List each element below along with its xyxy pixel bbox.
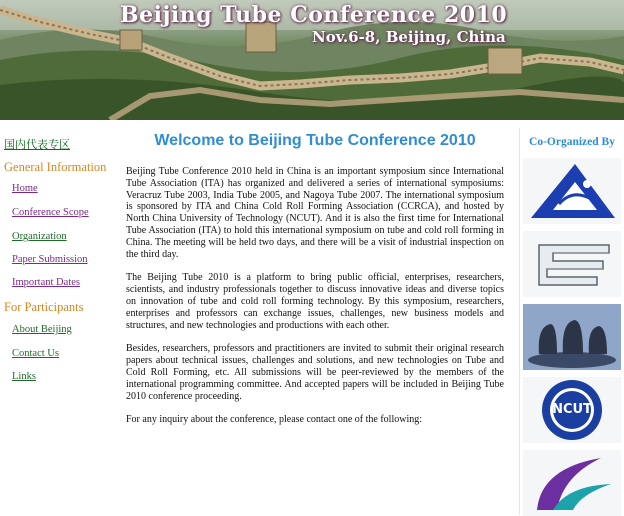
intro-paragraph-1: Beijing Tube Conference 2010 held in China is an important symposium since International Tube Association (ITA) has organized and delivered a series of international symposiums: Veracruz Tube 2003, India Tube 2005, and Nagoya Tube 2007. The international symposium is sponsored by ITA and China Cold Roll Forming Association (CCRCA), and hosted by North China University of Technology (NCUT). And it is also the first time for International Tube Association (ITA) to hold this international symposium on tube and cold roll forming in China. The meeting will be held two days, and there will be a visit of industrial inspection on the third day.: [126, 166, 504, 260]
ncut-logo[interactable]: [523, 377, 621, 443]
nav-link-conference-scope[interactable]: Conference Scope: [12, 207, 89, 218]
nav-link-organization[interactable]: Organization: [12, 231, 67, 242]
banner-title: Beijing Tube Conference 2010: [120, 2, 508, 28]
swoosh-logo-icon: [523, 450, 621, 516]
ita-logo-icon: [523, 158, 621, 224]
tube-graphic-icon: [523, 231, 621, 297]
ita-logo[interactable]: [523, 158, 621, 224]
nav-link-about-beijing[interactable]: About Beijing: [12, 324, 72, 335]
ncut-logo-text: NCUT: [552, 402, 592, 417]
nav-link-paper-submission[interactable]: Paper Submission: [12, 254, 88, 265]
ccrca-logo-icon: [523, 304, 621, 370]
ccrca-logo[interactable]: [523, 304, 621, 370]
nav-link-chinese-delegates[interactable]: 国内代表专区: [4, 138, 70, 151]
banner-date: Nov.6-8, Beijing, China: [312, 28, 506, 46]
intro-paragraph-2: The Beijing Tube 2010 is a platform to bring public official, enterprises, researchers, scientists, and industry professionals together to discuss innovative ideas and diverse topics on innovation of tube and cold roll forming technology. By this symposium, researchers, enterprises and professors can exchange issues, challenges, new business models and structures, and new technologies and productions with each other.: [126, 272, 504, 331]
co-organizers-sidebar: [519, 128, 624, 515]
nav-heading-general: General Information: [4, 160, 107, 174]
co-organized-title: Co-Organized By: [529, 136, 615, 148]
welcome-title: Welcome to Beijing Tube Conference 2010: [154, 132, 476, 149]
tube-graphic-logo[interactable]: [523, 231, 621, 297]
nav-link-contact-us[interactable]: Contact Us: [12, 348, 59, 359]
swoosh-logo[interactable]: [523, 450, 621, 516]
intro-text: [126, 166, 504, 438]
left-nav: [0, 130, 112, 515]
nav-heading-participants: For Participants: [4, 300, 84, 314]
nav-link-links[interactable]: Links: [12, 371, 36, 382]
main-content: [118, 128, 512, 515]
nav-link-home[interactable]: Home: [12, 183, 38, 194]
header-banner: [0, 0, 624, 120]
nav-link-important-dates[interactable]: Important Dates: [12, 277, 80, 288]
intro-paragraph-3: Besides, researchers, professors and practitioners are invited to submit their original research papers about technical issues, challenges and solutions, and new technologies on Tube and Cold Roll Forming, etc. All submissions will be peer-reviewed by the members of the international programming committee. And accepted papers will be included in Beijing Tube 2010 conference proceeding.: [126, 343, 504, 402]
contact-paragraph: For any inquiry about the conference, please contact one of the following:: [126, 414, 423, 426]
